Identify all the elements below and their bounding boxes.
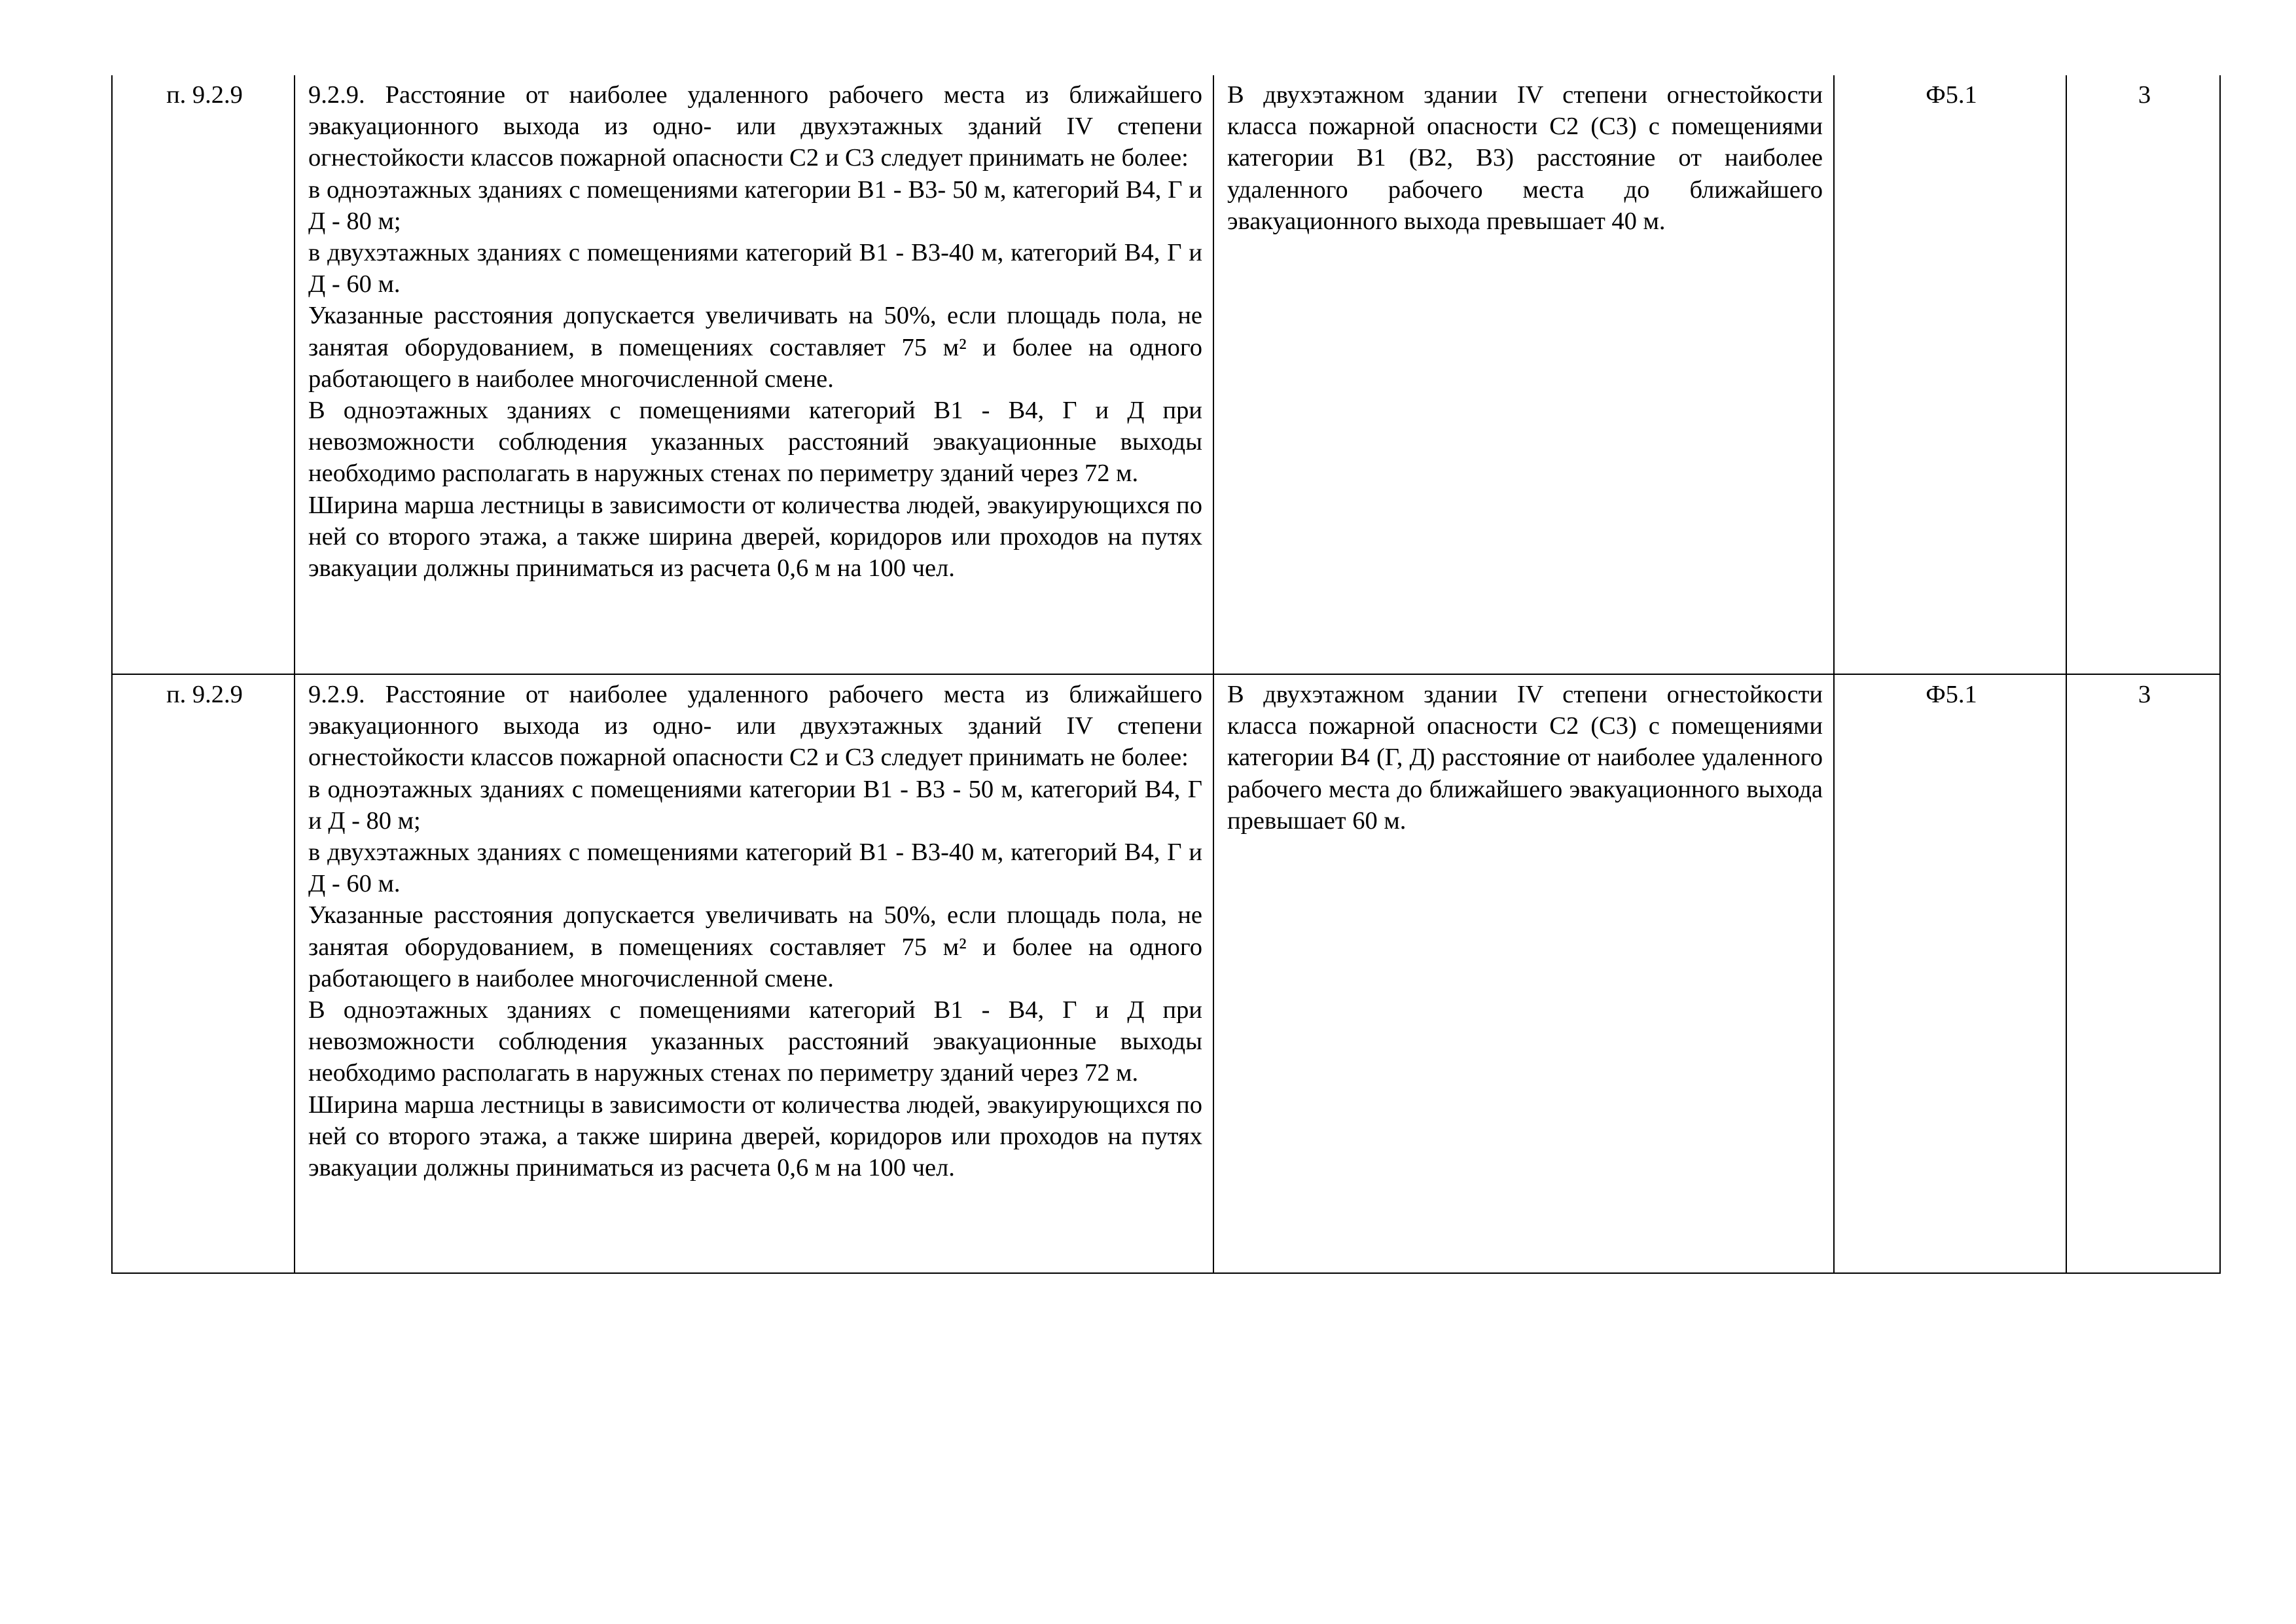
requirement-paragraph: В одноэтажных зданиях с помещениями категорий В1 - В4, Г и Д при невозможности соблюдения указанных расстояний эвакуационные выходы необходимо располагать в наружных стенах по периметру зданий через 72 м.: [308, 397, 1202, 488]
requirement-paragraph: 9.2.9. Расстояние от наиболее удаленного рабочего места из ближайшего эвакуационного выхода из одно- или двухэтажных зданий IV степени огнестойкости классов пожарной опасности С2 и С3 следует принимать не более:: [308, 681, 1202, 772]
violation-cell: [1213, 75, 1834, 674]
requirement-paragraph: Указанные расстояния допускается увеличивать на 50%, если площадь пола, не занятая оборудованием, в помещениях составляет 75 м² и более на одного работающего в наиболее многочисленной смене.: [308, 302, 1202, 393]
requirement-paragraph: В одноэтажных зданиях с помещениями категорий В1 - В4, Г и Д при невозможности соблюдения указанных расстояний эвакуационные выходы необходимо располагать в наружных стенах по периметру зданий через 72 м.: [308, 996, 1202, 1087]
requirement-paragraph: в двухэтажных зданиях с помещениями категорий В1 - В3-40 м, категорий В4, Г и Д - 60 м.: [308, 239, 1202, 298]
requirement-cell: [295, 674, 1213, 1273]
requirement-paragraph: Ширина марша лестницы в зависимости от количества людей, эвакуирующихся по ней со второго этажа, а также ширина дверей, коридоров или проходов на путях эвакуации должны приниматься из расчета 0,6 м на 100 чел.: [308, 491, 1202, 583]
requirement-paragraph: в одноэтажных зданиях с помещениями категории В1 - В3- 50 м, категорий В4, Г и Д - 80 м;: [308, 175, 1202, 235]
requirement-paragraph: 9.2.9. Расстояние от наиболее удаленного рабочего места из ближайшего эвакуационного выхода из одно- или двухэтажных зданий IV степени огнестойкости классов пожарной опасности С2 и С3 следует принимать не более:: [308, 81, 1202, 172]
number-cell: 3: [2066, 674, 2220, 1273]
requirement-paragraph: Ширина марша лестницы в зависимости от количества людей, эвакуирующихся по ней со второго этажа, а также ширина дверей, коридоров или проходов на путях эвакуации должны приниматься из расчета 0,6 м на 100 чел.: [308, 1091, 1202, 1182]
violation-cell: [1213, 674, 1834, 1273]
requirement-paragraph: Указанные расстояния допускается увеличивать на 50%, если площадь пола, не занятая оборудованием, в помещениях составляет 75 м² и более на одного работающего в наиболее многочисленной смене.: [308, 901, 1202, 992]
requirement-paragraph: в двухэтажных зданиях с помещениями категорий В1 - В3-40 м, категорий В4, Г и Д - 60 м.: [308, 839, 1202, 898]
clause-cell: п. 9.2.9: [112, 674, 295, 1273]
clause-cell: п. 9.2.9: [112, 75, 295, 674]
requirement-cell: [295, 75, 1213, 674]
requirement-paragraph: в одноэтажных зданиях с помещениями категории В1 - В3 - 50 м, категорий В4, Г и Д - 80 м;: [308, 775, 1202, 835]
violation-text: В двухэтажном здании IV степени огнестойкости класса пожарной опасности С2 (С3) с помещениями категории В1 (В2, В3) расстояние от наиболее удаленного рабочего места до ближайшего эвакуационного выхода превышает 40 м.: [1227, 81, 1823, 235]
requirements-table: [111, 75, 2221, 1274]
table-row: [112, 75, 2220, 674]
number-cell: 3: [2066, 75, 2220, 674]
class-cell: Ф5.1: [1834, 75, 2066, 674]
violation-text: В двухэтажном здании IV степени огнестойкости класса пожарной опасности С2 (С3) с помещениями категории В4 (Г, Д) расстояние от наиболее удаленного рабочего места до ближайшего эвакуационного выхода превышает 60 м.: [1227, 681, 1823, 835]
table-row: [112, 674, 2220, 1273]
class-cell: Ф5.1: [1834, 674, 2066, 1273]
